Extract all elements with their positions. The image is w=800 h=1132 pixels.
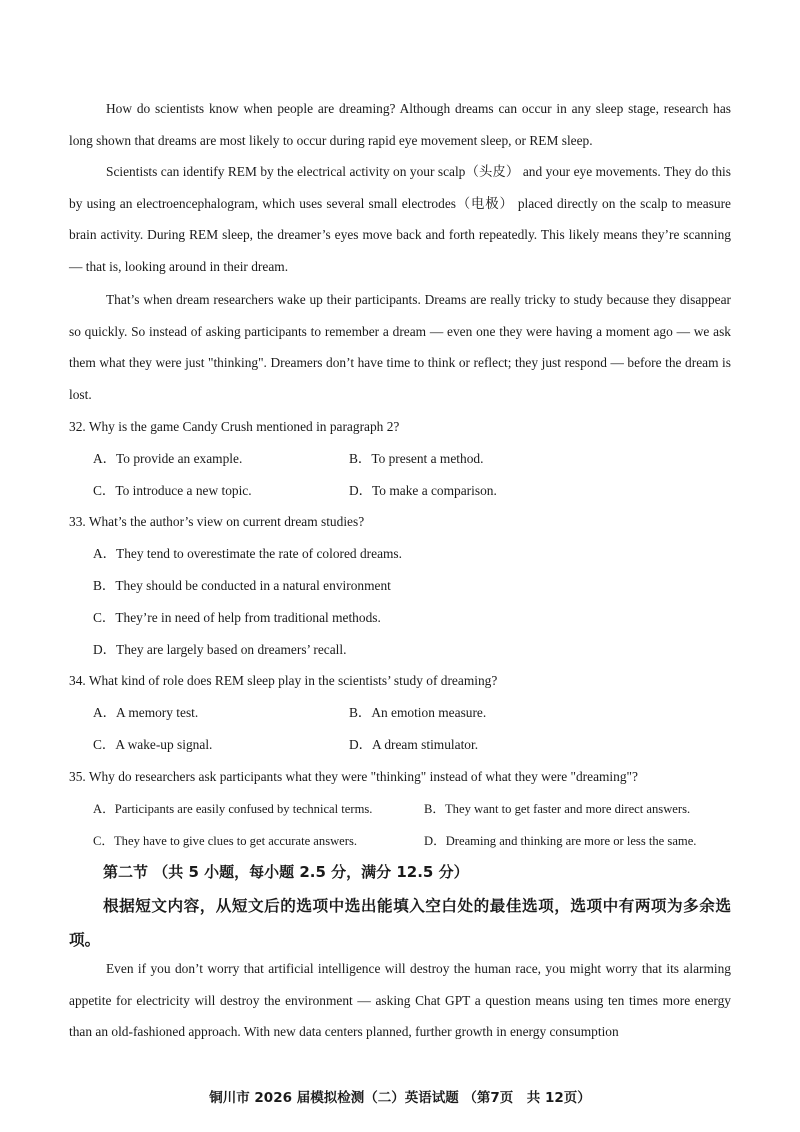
- passage-paragraph-1: How do scientists know when people are dreaming? Although dreams can occur in any sleep stage, research has long shown that dreams are most likely to occur during rapid eye movement sleep, or REM sleep.: [69, 101, 731, 148]
- question-35-option-d: D．Dreaming and thinking are more or less the same.: [424, 834, 697, 848]
- section-2-title: 第二节 （共 5 小题，每小题 2.5 分，满分 12.5 分）: [103, 863, 469, 881]
- question-32-option-d: D．To make a comparison.: [349, 483, 497, 498]
- question-34-option-c: C．A wake-up signal.: [93, 737, 213, 752]
- question-33-option-a: A．They tend to overestimate the rate of colored dreams.: [93, 546, 402, 561]
- question-34-option-a: A．A memory test.: [93, 705, 199, 720]
- question-32-option-b: B．To present a method.: [349, 451, 484, 466]
- passage-paragraph-2: Scientists can identify REM by the electrical activity on your scalp（头皮） and your eye movements. They do this by using an electroencephalogram, which uses several small electrodes（电极） placed directly on the scalp to measure brain activity. During REM sleep, the dreamer’s eyes move back and forth repeatedly. This likely means they’re scanning — that is, looking around in their dream.: [69, 164, 731, 275]
- question-33-option-b: B．They should be conducted in a natural environment: [93, 578, 391, 593]
- question-32-option-c: C．To introduce a new topic.: [93, 483, 252, 498]
- question-35: 35. Why do researchers ask participants what they were "thinking" instead of what they were "dreaming"?: [69, 769, 638, 784]
- question-32: 32. Why is the game Candy Crush mentioned in paragraph 2?: [69, 419, 400, 434]
- page-footer: 铜川市 2026 届模拟检测（二）英语试题 （第7页 共 12页）: [209, 1090, 591, 1106]
- question-33-option-c: C．They’re in need of help from traditional methods.: [93, 610, 381, 625]
- passage-2-paragraph: Even if you don’t worry that artificial intelligence will destroy the human race, you might worry that its alarming appetite for electricity will destroy the environment — asking Chat GPT a question means using ten times more energy than an old-fashioned approach. With new data centers planned, further growth in energy consumption: [69, 961, 731, 1040]
- section-2-instruction: 根据短文内容，从短文后的选项中选出能填入空白处的最佳选项，选项中有两项为多余选项。: [69, 897, 731, 949]
- question-35-option-a: A．Participants are easily confused by technical terms.: [93, 802, 373, 816]
- question-35-option-b: B．They want to get faster and more direct answers.: [424, 802, 691, 816]
- question-34-option-b: B．An emotion measure.: [349, 705, 487, 720]
- question-34: 34. What kind of role does REM sleep play in the scientists’ study of dreaming?: [69, 673, 498, 688]
- question-33-option-d: D．They are largely based on dreamers’ recall.: [93, 642, 347, 657]
- question-35-option-c: C．They have to give clues to get accurate answers.: [93, 834, 358, 848]
- question-32-option-a: A．To provide an example.: [93, 451, 243, 466]
- question-33: 33. What’s the author’s view on current dream studies?: [69, 514, 365, 529]
- passage-paragraph-3: That’s when dream researchers wake up their participants. Dreams are really tricky to study because they disappear so quickly. So instead of asking participants to remember a dream — even one they were having a moment ago — we ask them what they were just "thinking". Dreamers don’t have time to think or reflect; they just respond — before the dream is lost.: [69, 292, 731, 403]
- question-34-option-d: D．A dream stimulator.: [349, 737, 479, 752]
